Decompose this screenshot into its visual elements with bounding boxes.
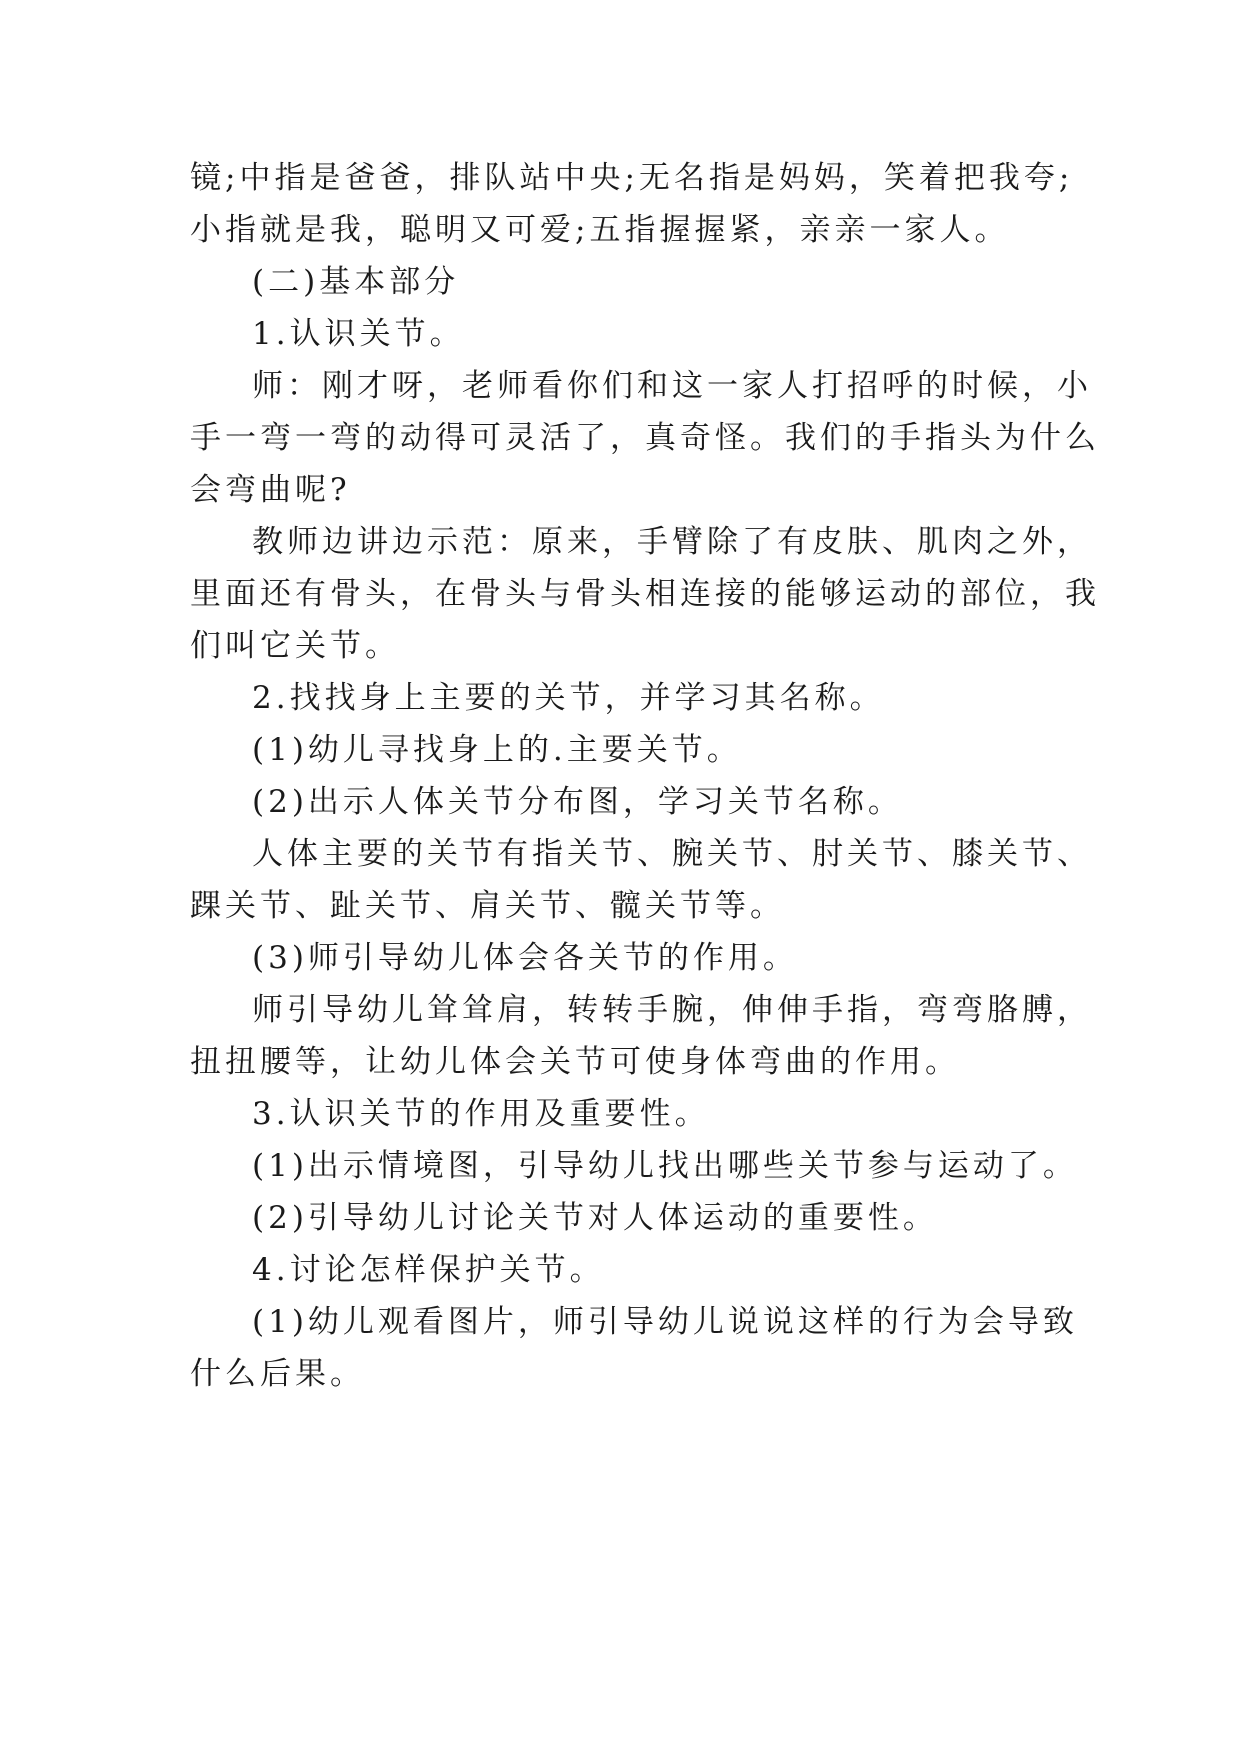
- text-line: 踝关节、趾关节、肩关节、髋关节等。: [190, 888, 785, 924]
- text-line: 师：刚才呀，老师看你们和这一家人打招呼的时候，小: [252, 368, 1092, 404]
- text-line: 什么后果。: [190, 1356, 365, 1392]
- text-line: 人体主要的关节有指关节、腕关节、肘关节、膝关节、: [252, 836, 1092, 872]
- section-heading: (二)基本部分: [252, 264, 460, 300]
- text-line: 教师边讲边示范：原来，手臂除了有皮肤、肌肉之外，: [252, 524, 1092, 560]
- text-line: 手一弯一弯的动得可灵活了，真奇怪。我们的手指头为什么: [190, 420, 1100, 456]
- text-line: 里面还有骨头，在骨头与骨头相连接的能够运动的部位，我: [190, 576, 1100, 612]
- list-item: (2)引导幼儿讨论关节对人体运动的重要性。: [252, 1200, 938, 1236]
- text-line: 小指就是我，聪明又可爱;五指握握紧，亲亲一家人。: [190, 212, 1010, 248]
- list-item: (1)出示情境图，引导幼儿找出哪些关节参与运动了。: [252, 1148, 1078, 1184]
- list-item: (1)幼儿寻找身上的.主要关节。: [252, 732, 742, 768]
- list-item: (3)师引导幼儿体会各关节的作用。: [252, 940, 798, 976]
- text-line: 们叫它关节。: [190, 628, 400, 664]
- step-heading: 4.讨论怎样保护关节。: [252, 1252, 605, 1288]
- step-heading: 1.认识关节。: [252, 316, 465, 352]
- text-line: 扭扭腰等，让幼儿体会关节可使身体弯曲的作用。: [190, 1044, 960, 1080]
- list-item: (2)出示人体关节分布图，学习关节名称。: [252, 784, 903, 820]
- step-heading: 3.认识关节的作用及重要性。: [252, 1096, 710, 1132]
- text-line: 镜;中指是爸爸，排队站中央;无名指是妈妈，笑着把我夸;: [190, 160, 1074, 196]
- text-line: 会弯曲呢?: [190, 472, 351, 508]
- text-line: 师引导幼儿耸耸肩，转转手腕，伸伸手指，弯弯胳膊，: [252, 992, 1092, 1028]
- step-heading: 2.找找身上主要的关节，并学习其名称。: [252, 680, 885, 716]
- list-item: (1)幼儿观看图片，师引导幼儿说说这样的行为会导致: [252, 1304, 1078, 1340]
